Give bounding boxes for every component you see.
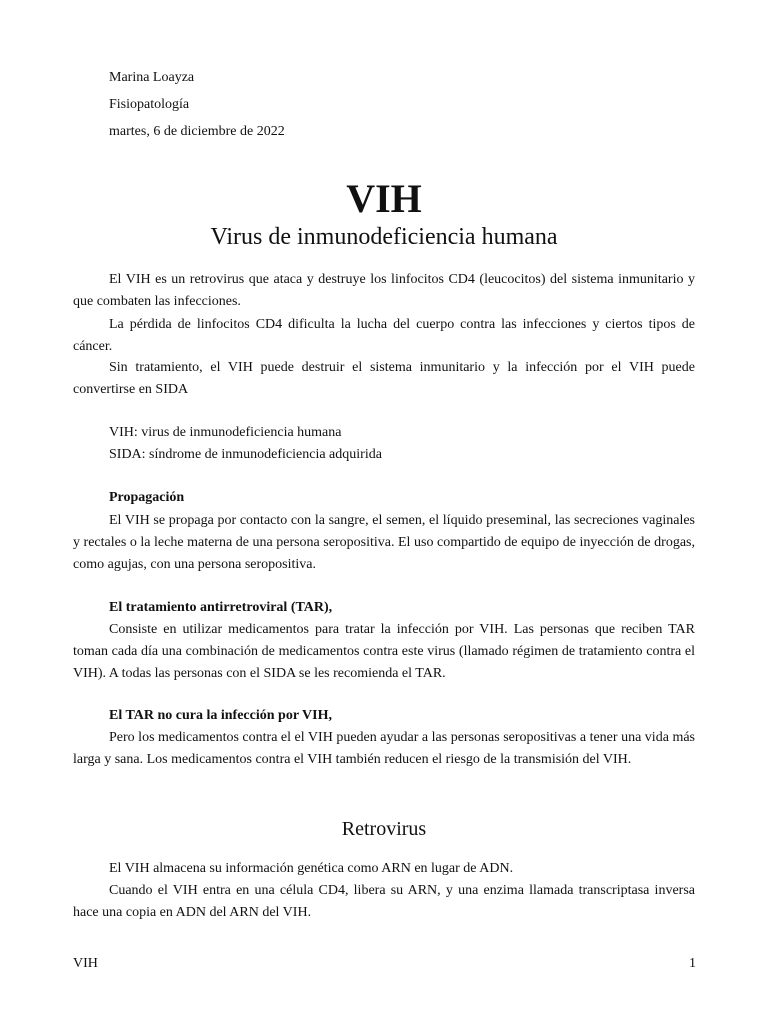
footer-title: VIH — [73, 956, 98, 971]
definition-sida: SIDA: síndrome de inmunodeficiencia adquirida — [109, 447, 382, 462]
section-heading-no-cura: El TAR no cura la infección por VIH, — [109, 708, 332, 723]
intro-paragraph-3: Sin tratamiento, el VIH puede destruir el sistema inmunitario y la infección por el VIH puede convertirse en SIDA — [73, 360, 695, 397]
section-heading-retrovirus: Retrovirus — [341, 818, 427, 840]
intro-paragraph-1: El VIH es un retrovirus que ataca y destruye los linfocitos CD4 (leucocitos) del sistema inmunitario y que combaten las infecciones. — [73, 272, 695, 309]
author-name: Marina Loayza — [109, 70, 195, 85]
propagacion-paragraph: El VIH se propaga por contacto con la sangre, el semen, el líquido preseminal, las secreciones vaginales y rectales o la leche materna de una persona seropositiva. El uso compartido de equipo de inyección de drogas, como agujas, con una persona seropositiva. — [73, 513, 695, 572]
definition-vih: VIH: virus de inmunodeficiencia humana — [109, 425, 342, 440]
intro-paragraph-2: La pérdida de linfocitos CD4 dificulta la lucha del cuerpo contra las infecciones y ciertos tipos de cáncer. — [73, 317, 695, 354]
section-heading-tratamiento: El tratamiento antirretroviral (TAR), — [109, 600, 333, 615]
document-subtitle: Virus de inmunodeficiencia humana — [210, 224, 558, 250]
document-date: martes, 6 de diciembre de 2022 — [109, 124, 285, 139]
retrovirus-paragraph-2: Cuando el VIH entra en una célula CD4, libera su ARN, y una enzima llamada transcriptasa inversa hace una copia en ADN del ARN del VIH. — [73, 883, 695, 920]
retrovirus-paragraph-1: El VIH almacena su información genética como ARN en lugar de ADN. — [109, 861, 514, 876]
course-name: Fisiopatología — [109, 97, 190, 112]
document-title: VIH — [346, 176, 422, 221]
page-number: 1 — [689, 956, 696, 971]
section-heading-propagacion: Propagación — [109, 490, 185, 505]
no-cura-paragraph: Pero los medicamentos contra el el VIH pueden ayudar a las personas seropositivas a tener una vida más larga y sana. Los medicamentos contra el VIH también reducen el riesgo de la transmisión del VIH. — [73, 730, 695, 767]
tratamiento-paragraph: Consiste en utilizar medicamentos para tratar la infección por VIH. Las personas que reciben TAR toman cada día una combinación de medicamentos contra este virus (llamado régimen de tratamiento contra el VIH). A todas las personas con el SIDA se les recomienda el TAR. — [73, 622, 695, 681]
